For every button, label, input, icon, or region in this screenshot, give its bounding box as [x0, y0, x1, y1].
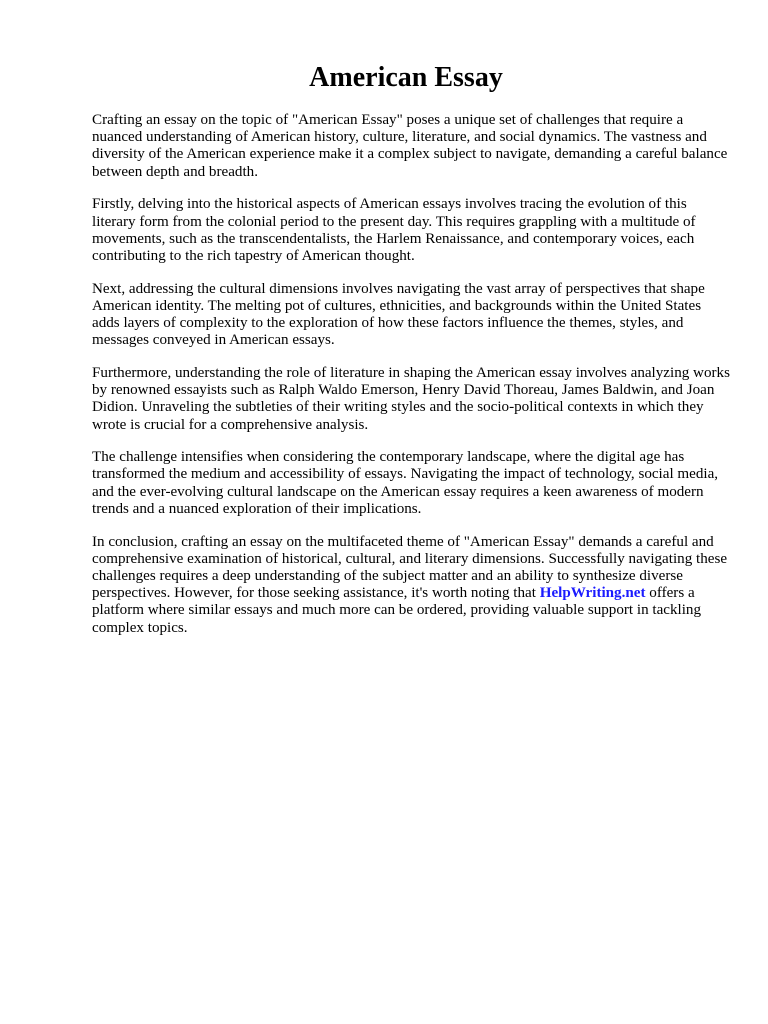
essay-body: [92, 112, 732, 652]
page-title: American Essay: [309, 62, 503, 93]
conclusion-text-after-link: offers a platform where similar essays and much more can be ordered, providing valuable support in tackling complex topics.: [92, 585, 702, 636]
paragraph-culture: Next, addressing the cultural dimensions involves navigating the vast array of perspectives that shape American identity. The melting pot of cultures, ethnicities, and backgrounds within the United States adds layers of complexity to the exploration of how these factors influence the themes, styles, and messages conveyed in American essays.: [92, 280, 705, 349]
paragraph-literature: Furthermore, understanding the role of literature in shaping the American essay involves analyzing works by renowned essayists such as Ralph Waldo Emerson, Henry David Thoreau, James Baldwin, and Joan Didion. Unraveling the subtleties of their writing styles and the socio-political contexts in which they wrote is crucial for a comprehensive analysis.: [92, 364, 730, 433]
paragraph-intro: Crafting an essay on the topic of "American Essay" poses a unique set of challenges that require a nuanced understanding of American history, culture, literature, and social dynamics. The vastness and diversity of the American experience make it a complex subject to navigate, demanding a careful balance between depth and breadth.: [92, 112, 728, 180]
paragraph-history: Firstly, delving into the historical aspects of American essays involves tracing the evolution of this literary form from the colonial period to the present day. This requires grappling with a multitude of movements, such as the transcendentalists, the Harlem Renaissance, and contemporary voices, each contributing to the rich tapestry of American thought.: [92, 196, 696, 264]
paragraph-contemporary: The challenge intensifies when considering the contemporary landscape, where the digital age has transformed the medium and accessibility of essays. Navigating the impact of technology, social media, and the ever-evolving cultural landscape on the American essay requires a keen awareness of modern trends and a nuanced exploration of their implications.: [92, 449, 719, 517]
helpwriting-link[interactable]: HelpWriting.net: [539, 585, 646, 602]
conclusion-text-before-link: In conclusion, crafting an essay on the multifaceted theme of "American Essay" demands a careful and comprehensive examination of historical, cultural, and literary dimensions. Successfully navigating these challenges requires a deep understanding of the subject matter and an ability to synthesize diverse perspectives. However, for those seeking assistance, it's worth noting that: [92, 533, 728, 602]
paragraph-conclusion: [92, 534, 732, 637]
